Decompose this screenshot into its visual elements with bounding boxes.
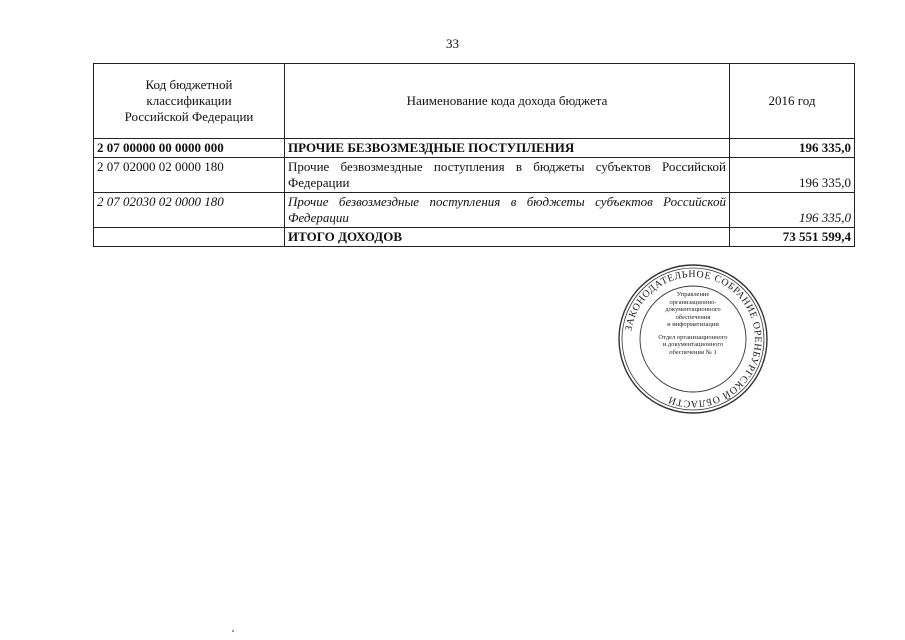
total-code bbox=[94, 228, 285, 247]
stamp-center-text bbox=[653, 291, 733, 356]
stamp-line: обеспечения № 1 bbox=[669, 348, 717, 356]
table-row bbox=[94, 139, 855, 158]
row-name: Прочие безвозмездные поступления в бюджеты субъектов Российской Федерации bbox=[285, 158, 730, 193]
header-name: Наименование кода дохода бюджета bbox=[285, 64, 730, 139]
total-label: ИТОГО ДОХОДОВ bbox=[285, 228, 730, 247]
scan-speck bbox=[232, 630, 234, 632]
stamp-ring-text: ЗАКОНОДАТЕЛЬНОЕ СОБРАНИЕ ОРЕНБУРГСКОЙ ОБЛАСТИ bbox=[623, 268, 764, 410]
stamp-line: и информатизации bbox=[667, 321, 719, 328]
header-code-line: Код бюджетной bbox=[145, 77, 233, 92]
row-code: 2 07 02030 02 0000 180 bbox=[94, 193, 285, 228]
stamp-line: обеспечения bbox=[675, 313, 711, 321]
table-row bbox=[94, 158, 855, 193]
stamp-line: Управление bbox=[676, 291, 710, 298]
row-name: Прочие безвозмездные поступления в бюджеты субъектов Российской Федерации bbox=[285, 193, 730, 228]
row-amount: 196 335,0 bbox=[730, 158, 855, 193]
table-row bbox=[94, 193, 855, 228]
stamp-line: документационного bbox=[665, 306, 721, 313]
stamp-line: организационно- bbox=[669, 298, 717, 306]
row-name: ПРОЧИЕ БЕЗВОЗМЕЗДНЫЕ ПОСТУПЛЕНИЯ bbox=[285, 139, 730, 158]
header-code bbox=[94, 64, 285, 139]
stamp-line: Отдел организационного bbox=[658, 333, 728, 341]
total-amount: 73 551 599,4 bbox=[730, 228, 855, 247]
header-code-line: Российской Федерации bbox=[124, 109, 254, 124]
total-row bbox=[94, 228, 855, 247]
table-header-row bbox=[94, 64, 855, 139]
header-code-line: классификации bbox=[146, 93, 232, 108]
stamp-line: и документационного bbox=[662, 341, 724, 348]
official-stamp bbox=[617, 263, 769, 415]
row-code: 2 07 02000 02 0000 180 bbox=[94, 158, 285, 193]
row-amount: 196 335,0 bbox=[730, 139, 855, 158]
page-number: 33 bbox=[446, 36, 459, 51]
row-amount: 196 335,0 bbox=[730, 193, 855, 228]
budget-table bbox=[93, 63, 855, 247]
row-code: 2 07 00000 00 0000 000 bbox=[94, 139, 285, 158]
header-year: 2016 год bbox=[730, 64, 855, 139]
